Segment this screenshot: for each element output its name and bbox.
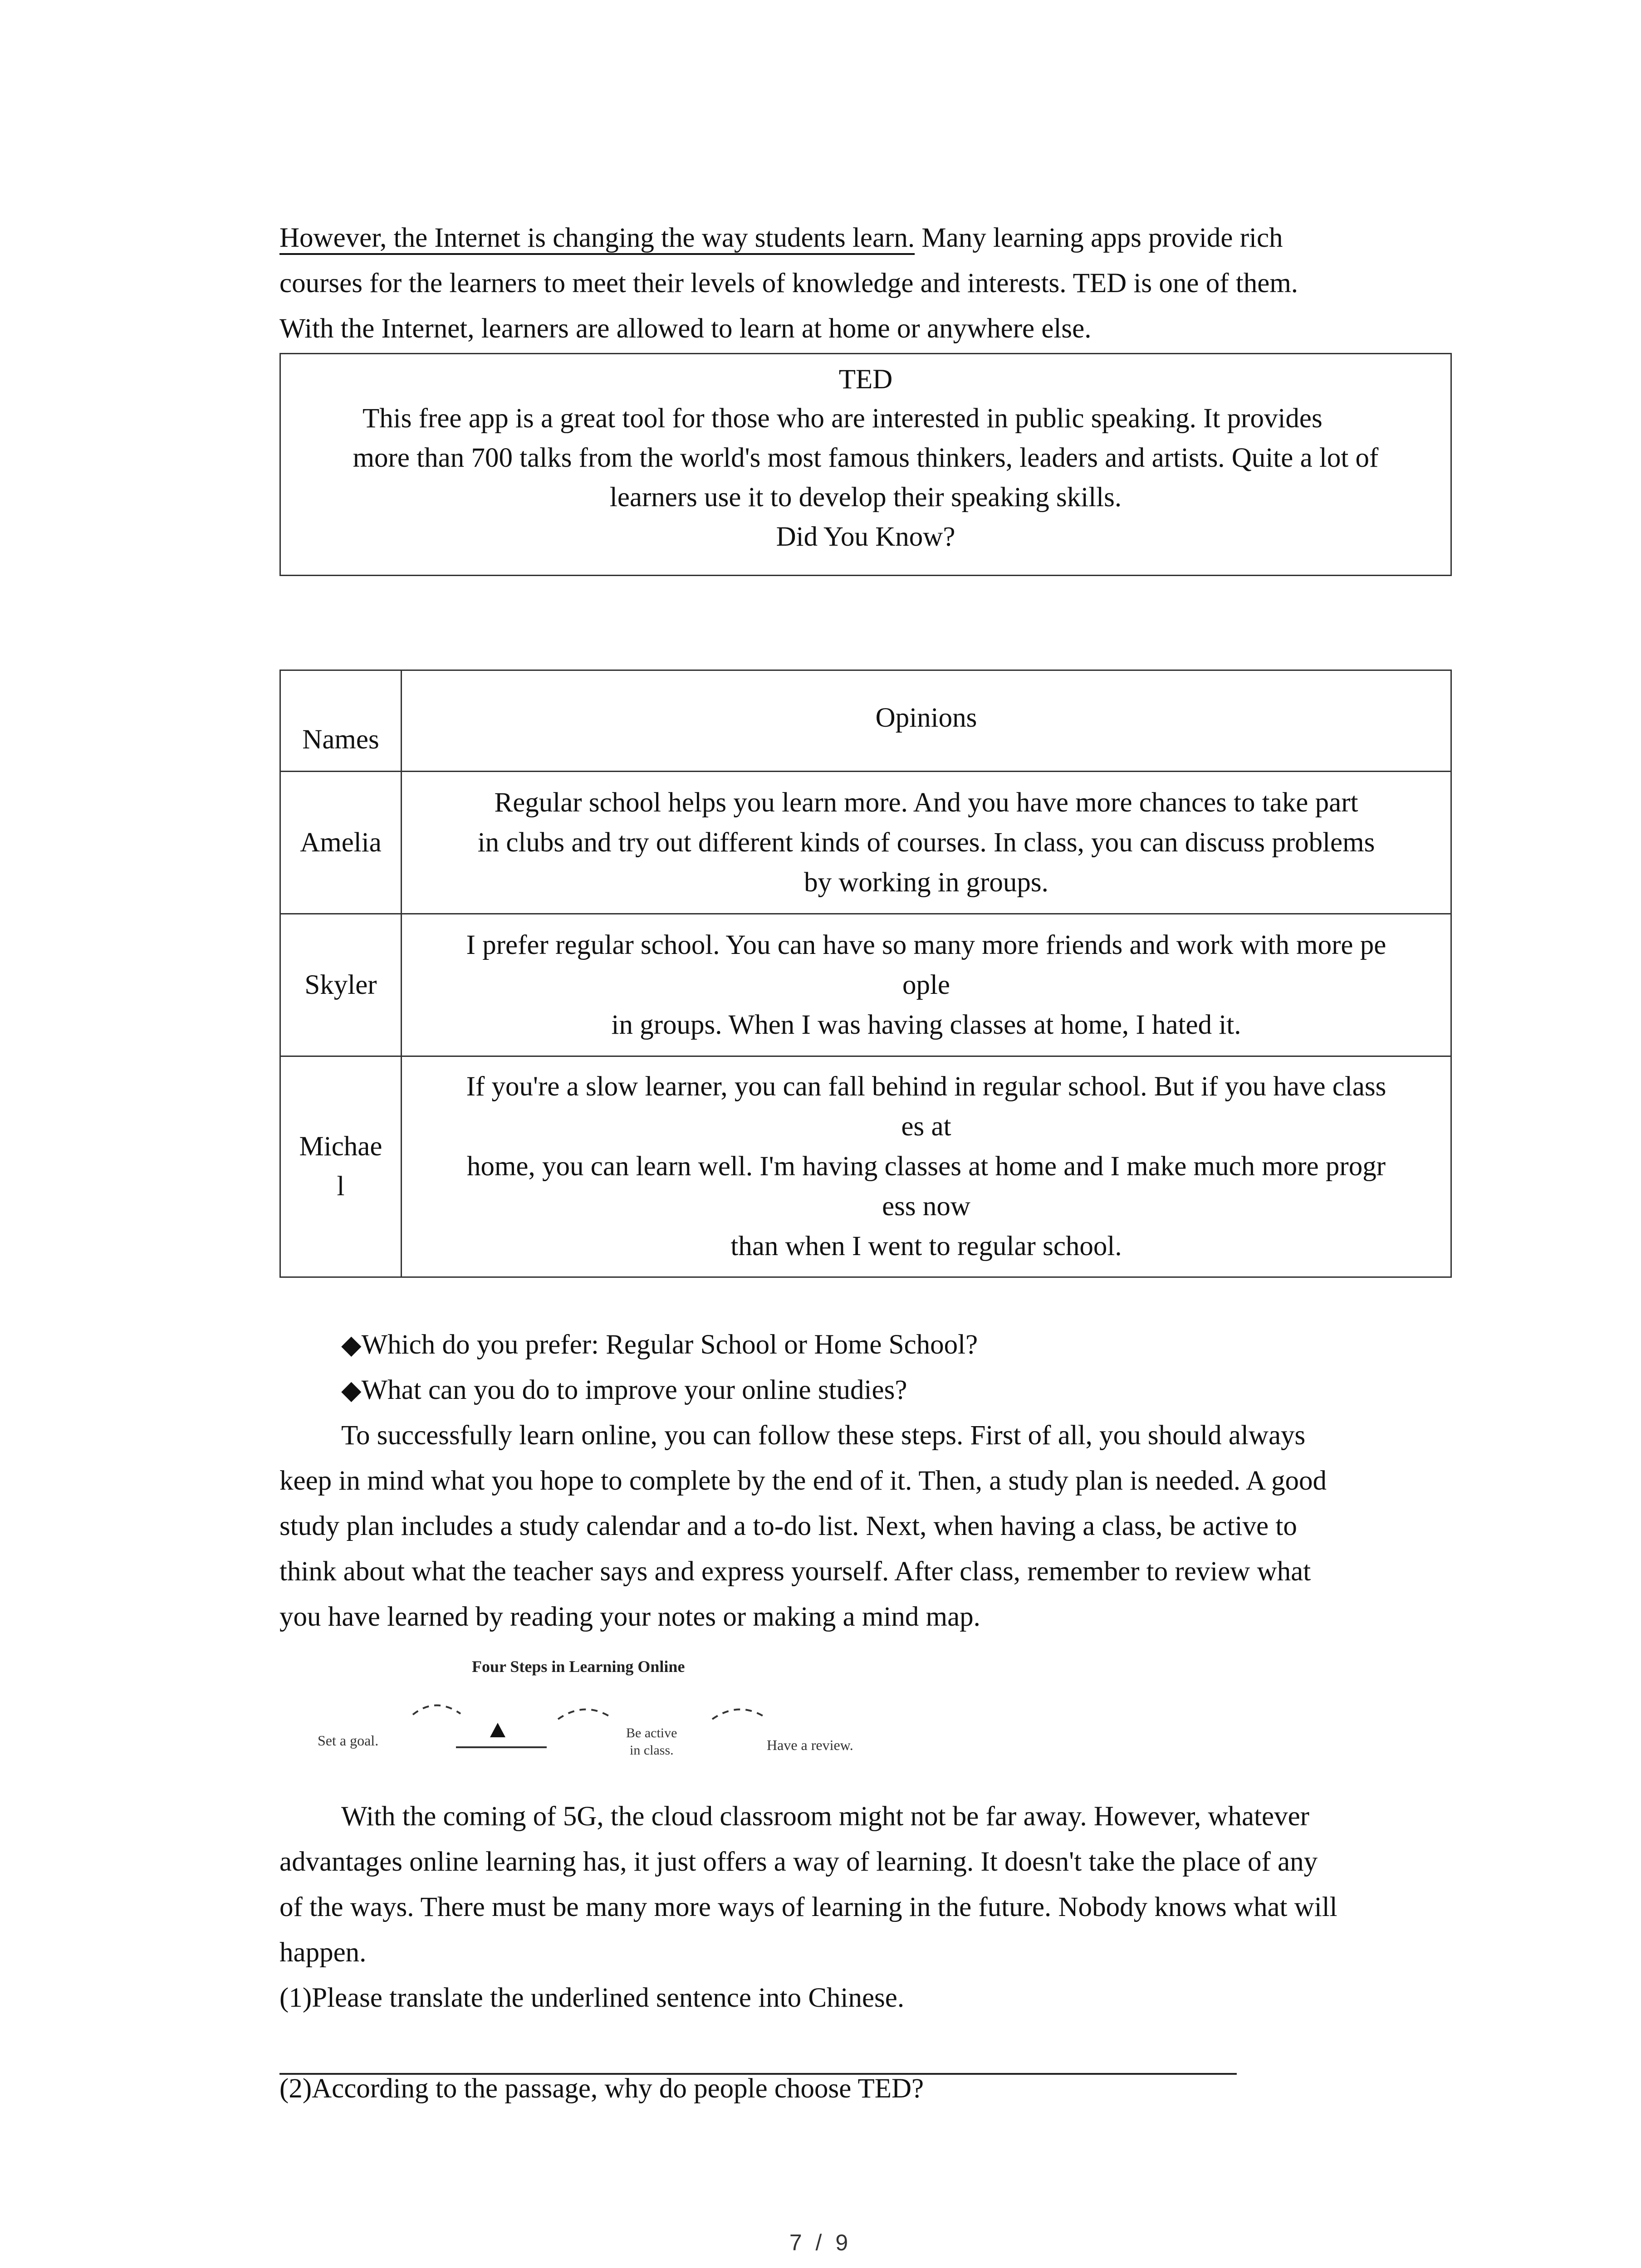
arc-arrow-icon (413, 1705, 460, 1715)
ted-line-1: This free app is a great tool for those who are interested in public speaking. It provides (362, 403, 1323, 434)
arc-arrow-icon (558, 1709, 612, 1719)
triangle-icon (490, 1723, 505, 1737)
para2-line-5: you have learned by reading your notes or making a mind map. (279, 1602, 980, 1632)
row-name: Skyler (280, 914, 402, 1056)
ted-info-box (279, 353, 1452, 576)
opinions-table (279, 670, 1452, 1278)
header-names: Names (280, 670, 402, 772)
step-3-label-line-1: Be active (626, 1725, 677, 1740)
para2-line-1: To successfully learn online, you can follow these steps. First of all, you should always (341, 1420, 1306, 1451)
para2-line-4: think about what the teacher says and express yourself. After class, remember to review what (279, 1556, 1311, 1587)
table-row (280, 914, 1451, 1056)
row-opinion: If you're a slow learner, you can fall behind in regular school. But if you have class es at home, you can learn well. I'm having classes at home and I make much more progr ess now than when I went to regular school. (402, 1056, 1451, 1277)
row-opinion: I prefer regular school. You can have so many more friends and work with more pe ople in groups. When I was having classes at home, I hated it. (402, 914, 1451, 1056)
step-1-label: Set a goal. (318, 1732, 379, 1749)
underlined-sentence: However, the Internet is changing the way students learn. (279, 223, 915, 253)
para2-line-3: study plan includes a study calendar and a to-do list. Next, when having a class, be active to (279, 1511, 1297, 1541)
ted-line-4: Did You Know? (776, 522, 955, 552)
ted-line-2: more than 700 talks from the world's most famous thinkers, leaders and artists. Quite a lot of (353, 443, 1379, 473)
intro-line-1: However, the Internet is changing the way students learn. Many learning apps provide rich (279, 223, 1283, 253)
table-row (280, 1056, 1451, 1277)
arc-arrow-icon (712, 1709, 767, 1719)
para3-line-1: With the coming of 5G, the cloud classroom might not be far away. However, whatever (341, 1801, 1309, 1832)
step-3-label-line-2: in class. (630, 1743, 674, 1758)
para3-line-2: advantages online learning has, it just offers a way of learning. It doesn't take the place of any (279, 1847, 1318, 1877)
header-opinions: Opinions (402, 670, 1451, 772)
question-2: ◆What can you do to improve your online studies? (341, 1375, 907, 1405)
ted-line-3: learners use it to develop their speaking skills. (609, 482, 1122, 513)
diamond-bullet-icon: ◆ (341, 1375, 362, 1405)
diamond-bullet-icon: ◆ (341, 1330, 362, 1359)
table-header-row (280, 670, 1451, 772)
question-1: ◆Which do you prefer: Regular School or Home School? (341, 1330, 978, 1360)
ted-title: TED (838, 364, 893, 395)
para3-line-3: of the ways. There must be many more ways of learning in the future. Nobody knows what will (279, 1892, 1337, 1922)
page-number: 7 / 9 (789, 2230, 852, 2255)
para2-line-2: keep in mind what you hope to complete by the end of it. Then, a study plan is needed. A good (279, 1466, 1327, 1496)
four-steps-figure (290, 1651, 880, 1787)
para3-line-4: happen. (279, 1937, 367, 1968)
intro-line-2: courses for the learners to meet their levels of knowledge and interests. TED is one of them. (279, 268, 1298, 298)
row-name: Michae l (280, 1056, 402, 1277)
exercise-1: (1)Please translate the underlined sentence into Chinese. (279, 1983, 905, 2013)
exercise-2: (2)According to the passage, why do people choose TED? (279, 2073, 924, 2104)
row-name: Amelia (280, 772, 402, 914)
step-4-label: Have a review. (767, 1737, 853, 1753)
figure-title: Four Steps in Learning Online (472, 1657, 685, 1676)
intro-line-3: With the Internet, learners are allowed to learn at home or anywhere else. (279, 313, 1092, 344)
table-row (280, 772, 1451, 914)
row-opinion: Regular school helps you learn more. And you have more chances to take part in clubs and try out different kinds of courses. In class, you can discuss problems by working in groups. (402, 772, 1451, 914)
